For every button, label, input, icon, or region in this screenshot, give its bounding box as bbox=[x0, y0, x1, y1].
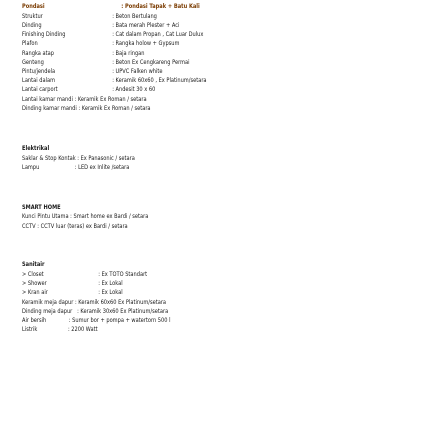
spec-label: Struktur bbox=[22, 13, 43, 20]
section-title: SMART HOME bbox=[22, 204, 61, 211]
spec-label: Finishing Dinding bbox=[22, 31, 66, 38]
spec-line-text: Kunci Pintu Utama : Smart home ex Bardi / setara bbox=[22, 213, 149, 220]
spec-label: > Closet bbox=[22, 271, 44, 278]
spec-label: > Shower bbox=[22, 280, 47, 287]
spec-line-text: Saklar & Stop Kontak : Ex Panasonic / setara bbox=[22, 155, 135, 162]
spec-value: : Beton Bertulang bbox=[112, 13, 157, 20]
spec-value: : Keramik 60x60 , Ex Platinum/setara bbox=[112, 77, 207, 84]
spec-label: Lantai carport bbox=[22, 86, 58, 93]
spec-document bbox=[22, 0, 350, 433]
spec-line-text: Dinding kamar mandi : Keramik Ex Roman / setara bbox=[22, 105, 151, 112]
spec-line-text: CCTV : CCTV luar (teras) ex Bardi / setara bbox=[22, 223, 128, 230]
spec-value: : Baja ringan bbox=[112, 50, 145, 57]
spec-label: Pondasi bbox=[22, 3, 45, 10]
spec-value: : Cat dalam Propan , Cat Luar Dulux bbox=[112, 31, 204, 38]
spec-line-text: Keramik meja dapur : Keramik 60x60 Ex Platinum/setara bbox=[22, 299, 167, 306]
spec-line-text: Listrik : 2200 Watt bbox=[22, 326, 98, 333]
spec-line-text: Lantai kamar mandi : Keramik Ex Roman / setara bbox=[22, 96, 147, 103]
spec-value: : Beton Ex Cengkareng Permai bbox=[112, 59, 190, 66]
spec-value: : Andesit 30 x 60 bbox=[112, 86, 156, 93]
spec-value: : Pondasi Tapak + Batu Kali bbox=[121, 3, 200, 10]
spec-value: : Bata merah Plester + Aci bbox=[112, 22, 180, 29]
spec-value: : UPVC Falken white bbox=[112, 68, 163, 75]
spec-value: : Ex Lokal bbox=[98, 280, 123, 287]
section-title: Elektrikal bbox=[22, 145, 50, 152]
spec-label: Rangka atap bbox=[22, 50, 54, 57]
spec-label: Pintu/jendela bbox=[22, 68, 56, 75]
spec-label: > Kran air bbox=[22, 289, 48, 296]
spec-line-text: Air bersih : Sumur bor + pompa + watertorn 500 l bbox=[22, 317, 171, 324]
spec-label: Lantai dalam bbox=[22, 77, 56, 84]
section-title: Sanitair bbox=[22, 261, 45, 268]
spec-label: Genteng bbox=[22, 59, 44, 66]
spec-line-text: Lampu : LED ex Inlite /setara bbox=[22, 164, 130, 171]
spec-label: Dinding bbox=[22, 22, 42, 29]
spec-line-text: Dinding meja dapur : Keramik 30x60 Ex Platinum/setara bbox=[22, 308, 169, 315]
spec-value: : Ex TOTO Standart bbox=[98, 271, 148, 278]
spec-value: : Ex Lokal bbox=[98, 289, 123, 296]
spec-value: : Rangka holow + Gypsum bbox=[112, 40, 180, 47]
spec-label: Plafon bbox=[22, 40, 38, 47]
